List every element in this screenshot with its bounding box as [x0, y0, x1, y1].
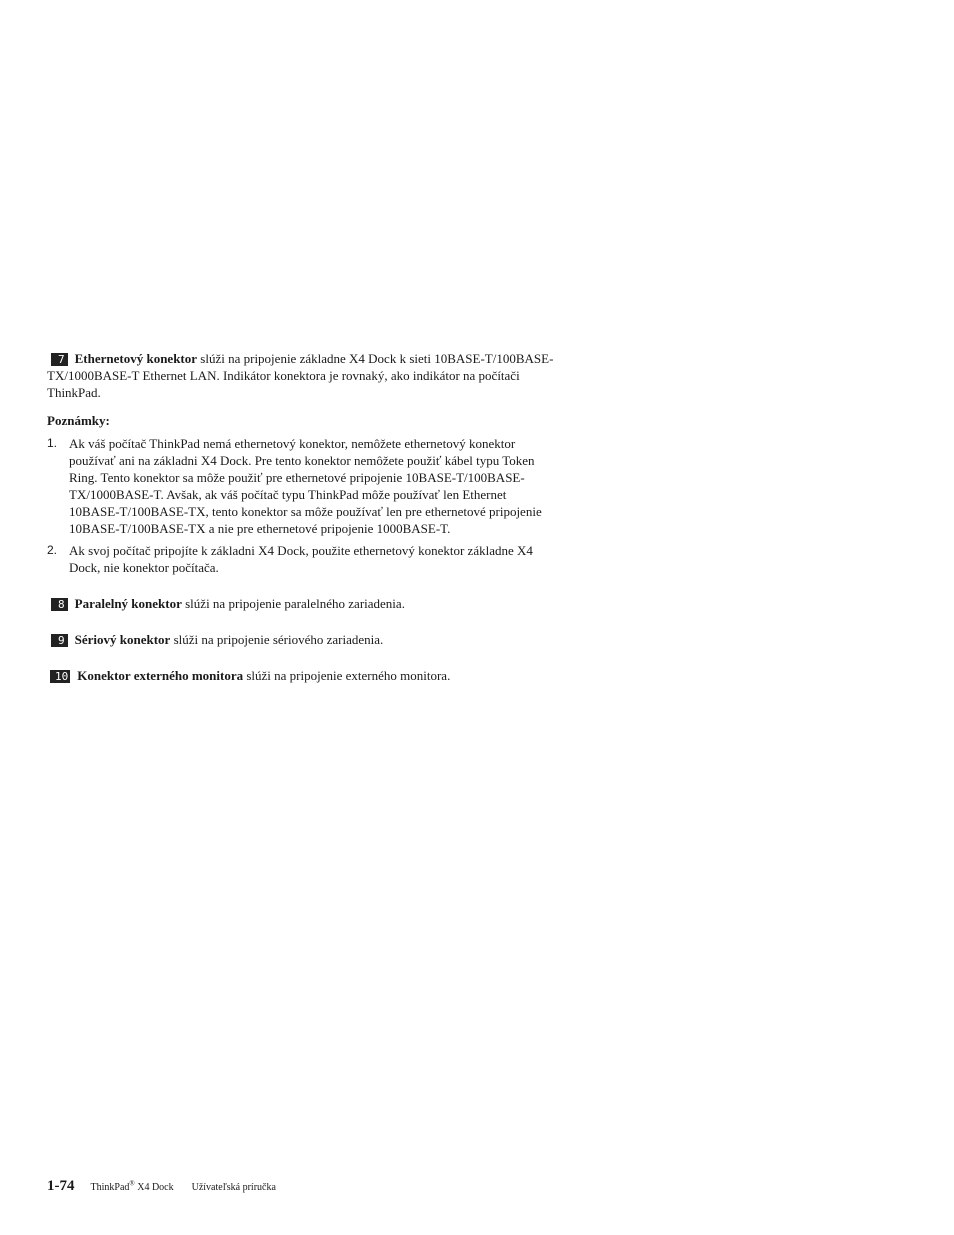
note-text-2: Ak svoj počítač pripojíte k základni X4 Dock, použite ethernetový konektor základne X4 Dock, nie konektor počítača.	[69, 543, 533, 575]
parallel-connector-text: slúži na pripojenie paralelného zariadenia.	[181, 596, 405, 611]
monitor-connector-description	[47, 667, 557, 684]
note-text-1: Ak váš počítač ThinkPad nemá ethernetový konektor, nemôžete ethernetový konektor používať ani na základni X4 Dock. Pre tento konektor nemôžete použiť kábel typu Token Ring. Tento konektor sa môže použiť pre ethernetové pripojenie 10BASE-T/100BASE-TX/1000BASE-T. Avšak, ak váš počítač typu ThinkPad môže používať len Ethernet 10BASE-T/100BASE-TX, tento konektor sa môže používať len pre ethernetové pripojenie 10BASE-T/100BASE-TX a nie pre ethernetové pripojenie 1000BASE-T.	[69, 436, 542, 536]
monitor-connector-term: Konektor externého monitora	[77, 668, 244, 683]
callout-8: 8	[51, 598, 68, 611]
page-number: 1-74	[47, 1178, 75, 1194]
footer-guide-title: Užívateľská príručka	[191, 1182, 276, 1193]
note-item-2	[47, 542, 557, 576]
page-footer	[47, 1178, 276, 1195]
ethernet-connector-text: slúži na pripojenie základne X4 Dock k sieti 10BASE-T/100BASE-TX/1000BASE-T Ethernet LAN. Indikátor konektora je rovnaký, ako indikátor na počítači ThinkPad.	[47, 351, 554, 400]
registered-mark: ®	[129, 1179, 135, 1188]
serial-connector-description	[47, 631, 557, 648]
note-number-1: 1.	[47, 436, 58, 450]
serial-connector-term: Sériový konektor	[74, 632, 171, 647]
notes-list	[47, 435, 557, 576]
ethernet-connector-description	[47, 350, 557, 401]
monitor-connector-text: slúži na pripojenie externého monitora.	[243, 668, 451, 683]
footer-product	[90, 1179, 174, 1193]
document-body	[47, 350, 557, 684]
callout-7: 7	[51, 353, 68, 366]
footer-product-suffix: X4 Dock	[134, 1182, 174, 1193]
footer-product-name: ThinkPad	[90, 1182, 130, 1193]
parallel-connector-description	[47, 595, 557, 612]
callout-10: 10	[50, 670, 70, 683]
note-item-1	[47, 435, 557, 537]
parallel-connector-term: Paralelný konektor	[74, 596, 182, 611]
serial-connector-text: slúži na pripojenie sériového zariadenia.	[170, 632, 384, 647]
notes-heading: Poznámky:	[47, 413, 110, 428]
ethernet-connector-term: Ethernetový konektor	[74, 351, 198, 366]
callout-9: 9	[51, 634, 68, 647]
note-number-2: 2.	[47, 543, 58, 557]
